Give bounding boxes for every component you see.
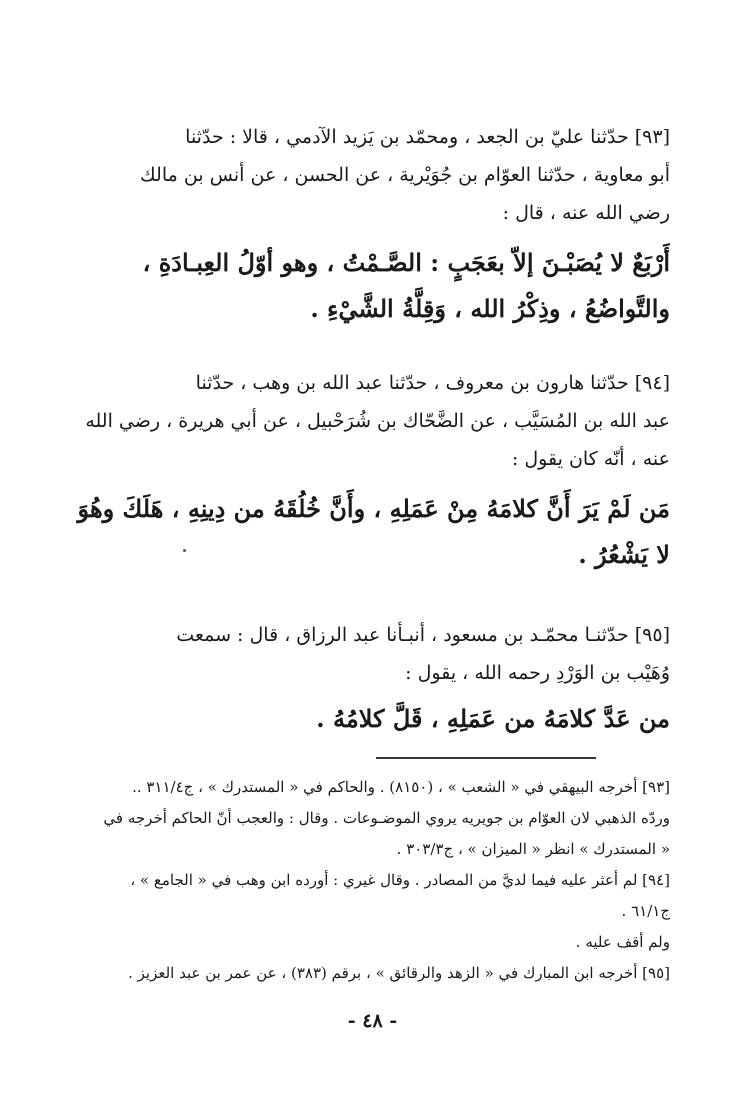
isnad-line: وُهَيْب بن الوَرْدِ رحمه الله ، يقول : xyxy=(405,662,670,684)
matn-line: مَن لَمْ يَرَ أَنَّ كلامَهُ مِنْ عَمَلِهِ ، وأَنَّ خُلُقَهُ من دِينِهِ ، هَلَكَ وهُوَ xyxy=(77,494,670,523)
matn-line: من عَدَّ كلامَهُ من عَمَلِهِ ، قَلَّ كلامُهُ . xyxy=(316,704,670,733)
footnote-line: ج٦١/١ . xyxy=(621,902,670,920)
footnote-divider xyxy=(376,757,596,759)
isnad-line: [٩٥] حدّثنـا محمّـد بن مسعود ، أنبـأنا عبد الرزاق ، قال : سمعت xyxy=(176,624,670,646)
footnote-line: « المستدرك » انظر « الميزان » ، ج٣٠٣/٣ . xyxy=(396,840,670,858)
footnotes xyxy=(70,772,670,989)
hadith-94 xyxy=(70,364,670,578)
hadith-95 xyxy=(70,616,670,742)
footnote-line: وردّه الذهبي لان العوّام بن جويريه يروي الموضـوعات . وقال : والعجب أنّ الحاكم أخرجه في xyxy=(103,809,670,827)
footnote-line: [٩٤] لم أعثر عليه فيما لديَّ من المصادر . وقال غيري : أورده ابن وهب في « الجامع » ، xyxy=(130,871,670,889)
hadith-93 xyxy=(70,118,670,332)
footnote-line: ولم أقف عليه . xyxy=(575,933,670,951)
isnad-line: عبد الله بن المُسَيَّب ، عن الضَّحّاك بن شُرَحْبيل ، عن أبي هريرة ، رضي الله xyxy=(85,410,670,432)
isnad-line: عنه ، أنّه كان يقول : xyxy=(511,448,670,470)
matn-line: لا يَشْعُرُ . xyxy=(578,540,670,569)
isnad-line: [٩٤] حدّثنا هارون بن معروف ، حدّثنا عبد الله بن وهب ، حدّثنا xyxy=(195,372,670,394)
footnote-line: [٩٣] أخرجه البيهقي في « الشعب » ، (٨١٥٠) . والحاكم في « المستدرك » ، ج٣١١/٤ .. xyxy=(132,778,670,796)
isnad-line: رضي الله عنه ، قال : xyxy=(502,202,670,224)
footnote-line: [٩٥] أخرجه ابن المبارك في « الزهد والرقائق » ، برقم (٣٨٣) ، عن عمر بن عبد العزيز . xyxy=(128,964,670,982)
isnad-line: [٩٣] حدّثنا عليّ بن الجعد ، ومحمّد بن يَزيد الآدمي ، قالا : حدّثنا xyxy=(185,126,670,148)
print-speck xyxy=(183,549,186,552)
matn-line: أَرْبَعٌ لا يُصَبْـنَ إلاّ بعَجَبٍ : الصَّـمْتُ ، وهو أوّلُ العِبـادَةِ ، xyxy=(142,248,670,277)
isnad-line: أبو معاوية ، حدّثنا العوّام بن جُوَيْرية ، عن الحسن ، عن أنس بن مالك xyxy=(140,164,670,186)
matn-line: والتَّواضُعُ ، وذِكْرُ الله ، وَقِلَّةُ الشَّيْءِ . xyxy=(310,294,670,323)
page-number: - ٤٨ - xyxy=(347,1010,398,1032)
